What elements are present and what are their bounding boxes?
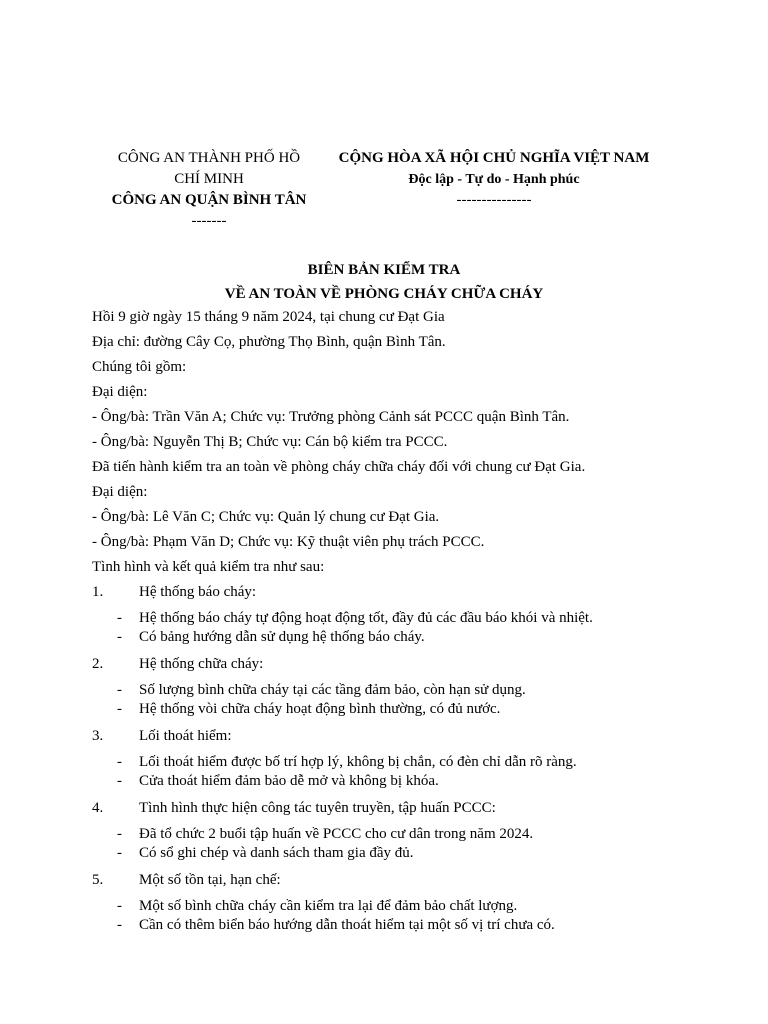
national-motto [326, 148, 662, 211]
section-heading [92, 652, 692, 677]
section-number: 3. [92, 728, 104, 744]
document-title [0, 258, 768, 306]
section-2 [92, 652, 692, 719]
section-heading [92, 868, 692, 893]
bullet-list [92, 609, 692, 647]
issuing-agency [96, 148, 322, 232]
section-3 [92, 724, 692, 791]
section-label: Một số tồn tại, hạn chế: [139, 872, 281, 888]
bullet-mark: - [117, 898, 122, 914]
bullet-list [92, 897, 692, 935]
list-item [92, 916, 692, 935]
list-item [92, 753, 692, 772]
bullet-mark: - [117, 682, 122, 698]
agency-line-2: CHÍ MINH [174, 171, 244, 187]
bullet-mark: - [117, 773, 122, 789]
bullet-text: Đã tổ chức 2 buổi tập huấn về PCCC cho cư dân trong năm 2024. [139, 826, 534, 842]
section-heading [92, 724, 692, 749]
section-number: 2. [92, 656, 104, 672]
paragraph: Đại diện: [92, 384, 148, 400]
paragraph: - Ông/bà: Lê Văn C; Chức vụ: Quản lý chung cư Đạt Gia. [92, 509, 440, 525]
bullet-mark: - [117, 917, 122, 933]
section-1 [92, 580, 692, 647]
paragraph: - Ông/bà: Phạm Văn D; Chức vụ: Kỹ thuật viên phụ trách PCCC. [92, 534, 485, 550]
section-label: Hệ thống báo cháy: [139, 584, 257, 600]
bullet-text: Có bảng hướng dẫn sử dụng hệ thống báo cháy. [139, 629, 425, 645]
list-item [92, 825, 692, 844]
bullet-mark: - [117, 701, 122, 717]
section-number: 1. [92, 584, 104, 600]
list-item [92, 681, 692, 700]
paragraph: - Ông/bà: Trần Văn A; Chức vụ: Trưởng phòng Cảnh sát PCCC quận Bình Tân. [92, 409, 570, 425]
bullet-mark: - [117, 610, 122, 626]
motto-divider: --------------- [456, 192, 532, 208]
list-item [92, 628, 692, 647]
paragraph: Chúng tôi gồm: [92, 359, 187, 375]
agency-line-1: CÔNG AN THÀNH PHỐ HỒ [117, 150, 301, 166]
paragraph: Đại diện: [92, 484, 148, 500]
bullet-mark: - [117, 826, 122, 842]
section-4 [92, 796, 692, 863]
motto: Độc lập - Tự do - Hạnh phúc [408, 172, 580, 187]
bullet-text: Cửa thoát hiểm đảm bảo dễ mở và không bị khóa. [139, 773, 439, 789]
section-label: Tình hình thực hiện công tác tuyên truyền, tập huấn PCCC: [139, 800, 496, 816]
section-heading [92, 796, 692, 821]
bullet-mark: - [117, 754, 122, 770]
section-heading [92, 580, 692, 605]
bullet-mark: - [117, 845, 122, 861]
bullet-text: Cần có thêm biển báo hướng dẫn thoát hiểm tại một số vị trí chưa có. [139, 917, 555, 933]
list-item [92, 772, 692, 791]
bullet-text: Số lượng bình chữa cháy tại các tầng đảm bảo, còn hạn sử dụng. [139, 682, 526, 698]
bullet-mark: - [117, 629, 122, 645]
title-line-2: VỀ AN TOÀN VỀ PHÒNG CHÁY CHỮA CHÁY [224, 286, 544, 302]
agency-divider: ------- [191, 213, 227, 229]
list-item [92, 844, 692, 863]
list-item [92, 700, 692, 719]
paragraph: Tình hình và kết quả kiểm tra như sau: [92, 559, 325, 575]
bullet-text: Lối thoát hiểm được bố trí hợp lý, không bị chắn, có đèn chỉ dẫn rõ ràng. [139, 754, 577, 770]
paragraph: - Ông/bà: Nguyễn Thị B; Chức vụ: Cán bộ kiểm tra PCCC. [92, 434, 448, 450]
country-name: CỘNG HÒA XÃ HỘI CHỦ NGHĨA VIỆT NAM [338, 150, 650, 166]
list-item [92, 897, 692, 916]
section-label: Lối thoát hiểm: [139, 728, 232, 744]
section-label: Hệ thống chữa cháy: [139, 656, 264, 672]
title-line-1: BIÊN BẢN KIỂM TRA [307, 262, 461, 278]
document-body [92, 305, 692, 940]
paragraph: Hồi 9 giờ ngày 15 tháng 9 năm 2024, tại chung cư Đạt Gia [92, 309, 445, 325]
bullet-text: Hệ thống báo cháy tự động hoạt động tốt, đầy đủ các đầu báo khói và nhiệt. [139, 610, 593, 626]
section-number: 5. [92, 872, 104, 888]
paragraph: Địa chỉ: đường Cây Cọ, phường Thọ Bình, quận Bình Tân. [92, 334, 446, 350]
bullet-list [92, 753, 692, 791]
bullet-text: Hệ thống vòi chữa cháy hoạt động bình thường, có đủ nước. [139, 701, 501, 717]
paragraph: Đã tiến hành kiểm tra an toàn về phòng cháy chữa cháy đối với chung cư Đạt Gia. [92, 459, 586, 475]
section-number: 4. [92, 800, 104, 816]
bullet-list [92, 681, 692, 719]
bullet-list [92, 825, 692, 863]
bullet-text: Có sổ ghi chép và danh sách tham gia đầy đủ. [139, 845, 414, 861]
list-item [92, 609, 692, 628]
section-5 [92, 868, 692, 935]
bullet-text: Một số bình chữa cháy cần kiểm tra lại để đảm bảo chất lượng. [139, 898, 518, 914]
agency-line-3: CÔNG AN QUẬN BÌNH TÂN [111, 192, 307, 208]
